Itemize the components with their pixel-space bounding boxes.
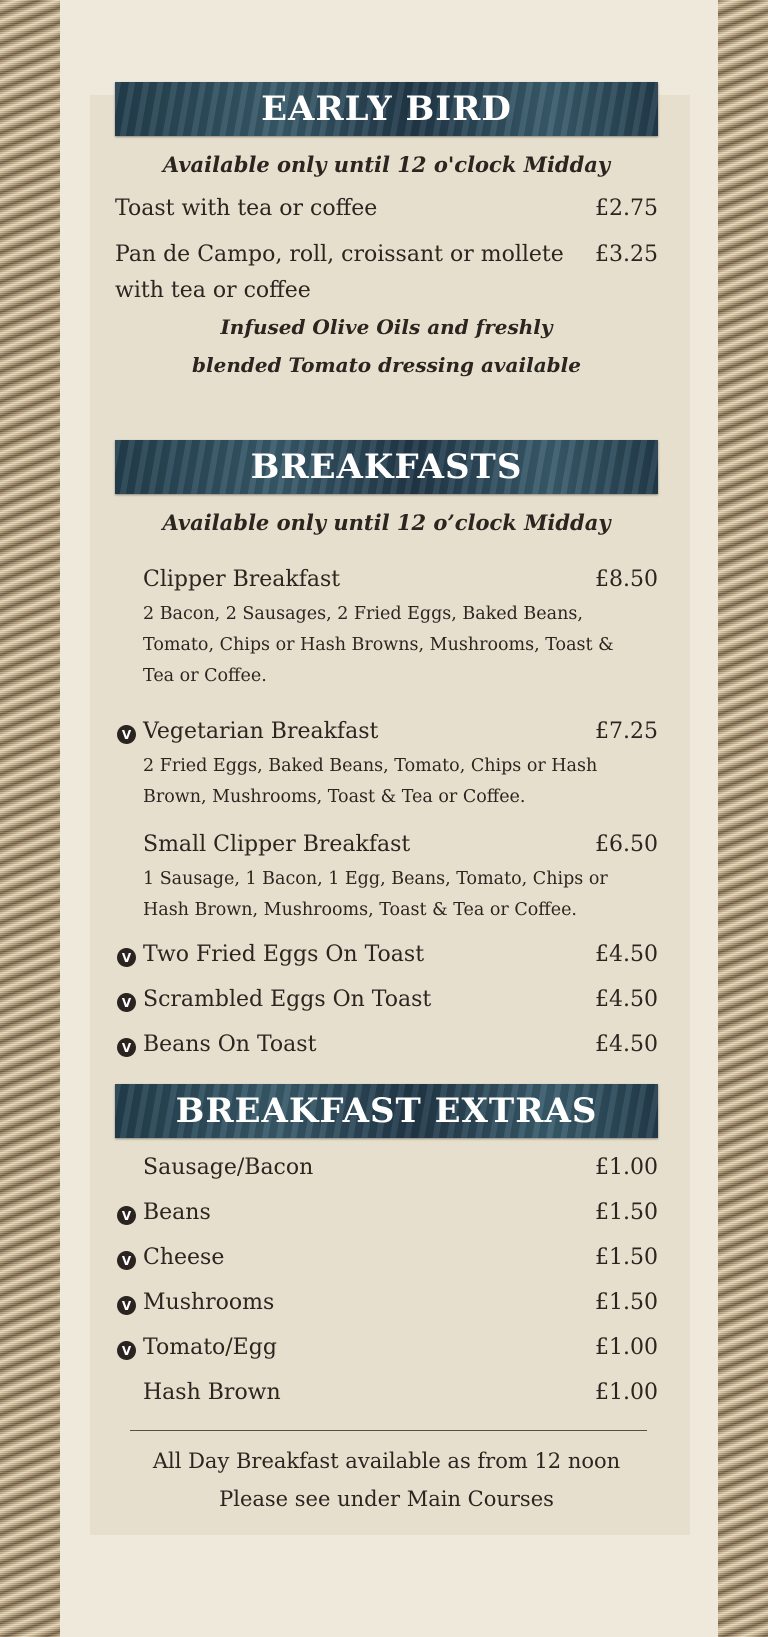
menu-item: [143, 1335, 658, 1365]
item-price: £4.50: [595, 1032, 658, 1057]
menu-item: [143, 719, 658, 749]
item-price: £1.50: [595, 1290, 658, 1315]
item-name-line2: with tea or coffee: [115, 278, 311, 303]
item-price: £4.50: [595, 942, 658, 967]
item-name: Clipper Breakfast: [143, 567, 341, 592]
item-name: Beans: [143, 1200, 211, 1225]
section-title: BREAKFAST EXTRAS: [175, 1091, 598, 1131]
section-banner-breakfasts: [115, 440, 658, 494]
item-description: [143, 864, 608, 926]
item-name: Cheese: [143, 1245, 225, 1270]
item-name: Pan de Campo, roll, croissant or mollete: [115, 242, 564, 267]
menu-item: [143, 567, 658, 597]
description-line: Tomato, Chips or Hash Browns, Mushrooms, Toast &: [143, 635, 614, 655]
item-price: £4.50: [595, 987, 658, 1012]
menu-item: [143, 987, 658, 1017]
description-line: 2 Bacon, 2 Sausages, 2 Fried Eggs, Baked Beans,: [143, 604, 583, 624]
item-name: Two Fried Eggs On Toast: [143, 942, 425, 967]
description-line: 1 Sausage, 1 Bacon, 1 Egg, Beans, Tomato, Chips or: [143, 869, 608, 889]
divider: [130, 1430, 647, 1431]
menu-item: [143, 1245, 658, 1275]
vegetarian-icon: V: [117, 1341, 136, 1360]
dressing-note: [115, 308, 658, 384]
availability-note: Available only until 12 o'clock Midday: [162, 152, 611, 177]
item-price: £2.75: [595, 196, 658, 221]
item-name: Scrambled Eggs On Toast: [143, 987, 432, 1012]
menu-item: [115, 196, 658, 226]
item-price: £1.50: [595, 1200, 658, 1225]
availability-note: Available only until 12 o’clock Midday: [162, 510, 611, 535]
menu-item: [143, 1032, 658, 1062]
item-price: £1.00: [595, 1380, 658, 1405]
menu-item: [143, 832, 658, 862]
item-price: £8.50: [595, 567, 658, 592]
menu-item: [143, 1380, 658, 1410]
vegetarian-icon: V: [117, 948, 136, 967]
item-name: Small Clipper Breakfast: [143, 832, 411, 857]
menu-item: [143, 1155, 658, 1185]
item-price: £1.00: [595, 1335, 658, 1360]
description-line: 2 Fried Eggs, Baked Beans, Tomato, Chips or Hash: [143, 756, 598, 776]
vegetarian-icon: V: [117, 1296, 136, 1315]
footer-line1: All Day Breakfast available as from 12 noon: [152, 1449, 621, 1473]
item-description: [143, 599, 614, 692]
item-name: Toast with tea or coffee: [115, 196, 378, 221]
menu-item: [143, 942, 658, 972]
dressing-note-line2: blended Tomato dressing available: [192, 353, 581, 377]
vegetarian-icon: V: [117, 993, 136, 1012]
vegetarian-icon: V: [117, 1038, 136, 1057]
footer-line2: Please see under Main Courses: [219, 1487, 554, 1511]
description-line: Brown, Mushrooms, Toast & Tea or Coffee.: [143, 787, 526, 807]
item-name: Mushrooms: [143, 1290, 275, 1315]
vegetarian-icon: V: [117, 725, 136, 744]
menu-item: [143, 1200, 658, 1230]
item-description: [143, 751, 597, 813]
item-price: £7.25: [595, 719, 658, 744]
item-price: £1.50: [595, 1245, 658, 1270]
item-name: Sausage/Bacon: [143, 1155, 314, 1180]
menu-item: [143, 1290, 658, 1320]
section-banner-early-bird: [115, 82, 658, 136]
item-price: £1.00: [595, 1155, 658, 1180]
description-line: Hash Brown, Mushrooms, Toast & Tea or Coffee.: [143, 900, 577, 920]
menu-item: [115, 242, 658, 272]
item-name: Hash Brown: [143, 1380, 281, 1405]
section-banner-extras: [115, 1084, 658, 1138]
vegetarian-icon: V: [117, 1206, 136, 1225]
item-name: Tomato/Egg: [143, 1335, 277, 1360]
section-title: BREAKFASTS: [250, 447, 523, 487]
item-price: £3.25: [595, 242, 658, 267]
dressing-note-line1: Infused Olive Oils and freshly: [220, 315, 553, 339]
footer-note: [115, 1442, 658, 1518]
menu-item-continued: [115, 278, 658, 308]
description-line: Tea or Coffee.: [143, 666, 267, 686]
item-name: Vegetarian Breakfast: [143, 719, 379, 744]
vegetarian-icon: V: [117, 1251, 136, 1270]
item-name: Beans On Toast: [143, 1032, 317, 1057]
item-price: £6.50: [595, 832, 658, 857]
section-title: EARLY BIRD: [261, 89, 512, 129]
